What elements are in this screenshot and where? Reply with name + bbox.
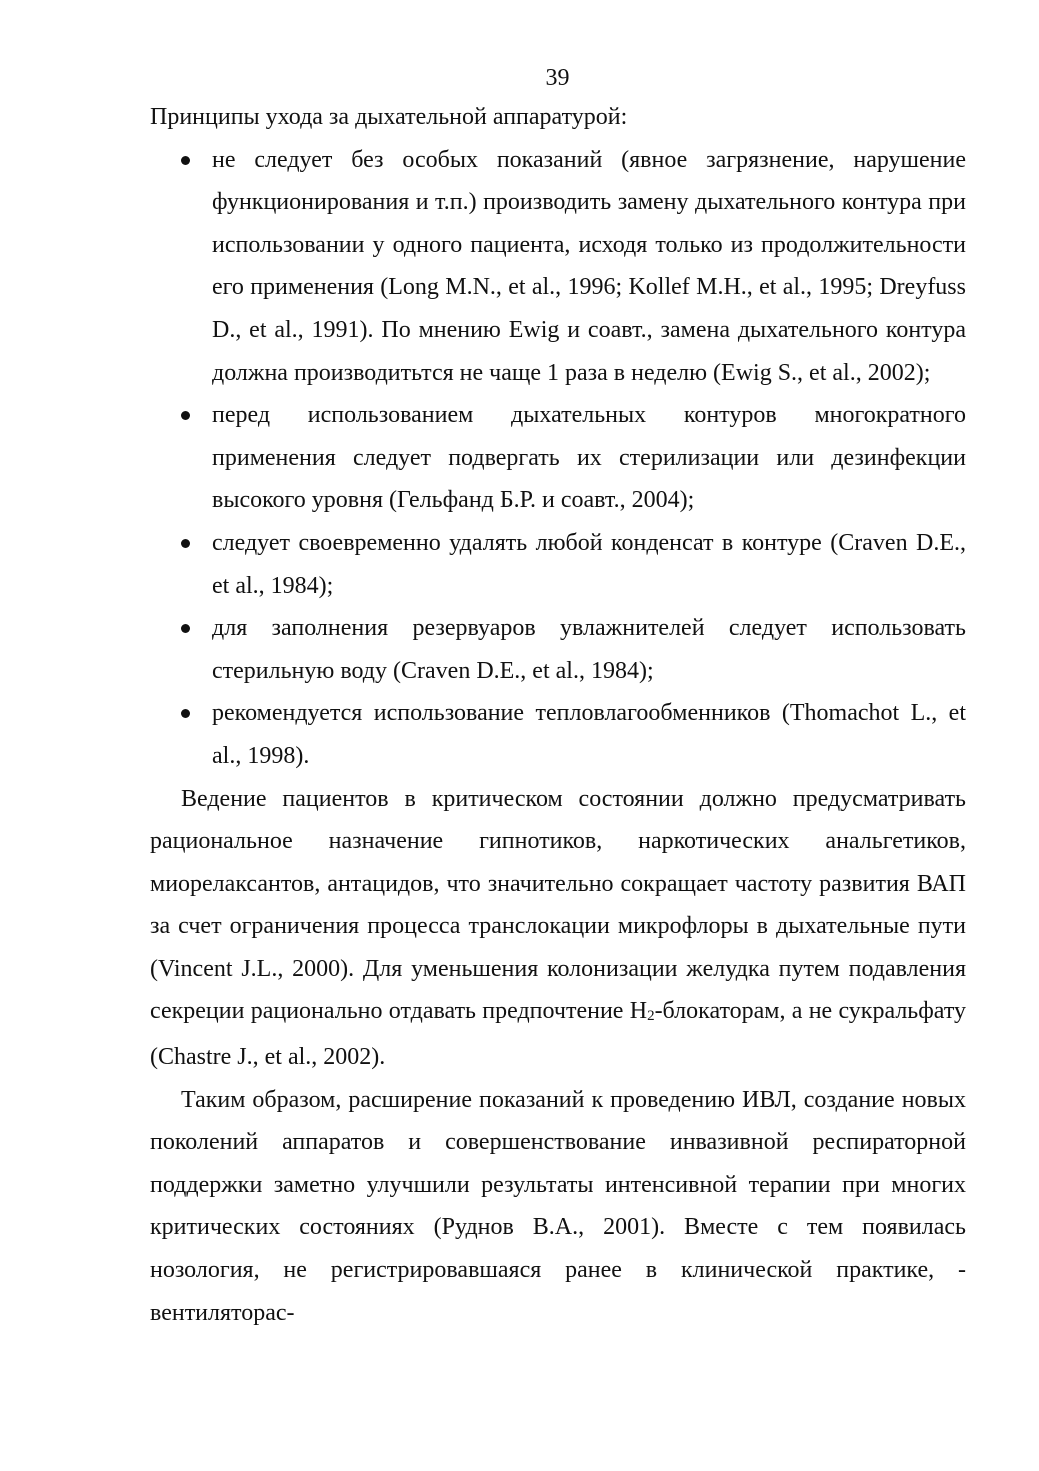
bullet-item: рекомендуется использование тепловлагообменников (Thomachot L., et al., 1998). <box>150 692 966 777</box>
body-text <box>150 96 966 1334</box>
bullet-item: для заполнения резервуаров увлажнителей следует использовать стерильную воду (Craven D.E., et al., 1984); <box>150 607 966 692</box>
paragraph-conclusion: Таким образом, расширение показаний к проведению ИВЛ, создание новых поколений аппаратов и совершенствование инвазивной респираторной поддержки заметно улучшили результаты интенсивной терапии при многих критических состояниях (Руднов В.А., 2001). Вместе с тем появилась нозология, не регистрировавшаяся ранее в клинической практике, - вентиляторас- <box>150 1086 966 1326</box>
page-number: 39 <box>545 65 570 91</box>
paragraph-text: Ведение пациентов в критическом состоянии должно предусматривать рациональное назначение гипнотиков, наркотических анальгетиков, миорелаксантов, антацидов, что значительно сокращает частоту развития ВАП за счет ограничения процесса транслокации микрофлоры в дыхательные пути (Vincent J.L., 2000). Для уменьшения колонизации желудка путем подавления секреции рационально отдавать предпочтение H <box>150 785 966 1025</box>
bullet-item: следует своевременно удалять любой конденсат в контуре (Craven D.E., et al., 1984); <box>150 522 966 607</box>
paragraph-text: -блокаторам, а не сукральфату (Chastre J., et al., 2002). <box>150 998 966 1071</box>
section-heading: Принципы ухода за дыхательной аппаратурой: <box>150 104 628 130</box>
subscript: 2 <box>647 1008 655 1025</box>
bullet-item: не следует без особых показаний (явное загрязнение, нарушение функционирования и т.п.) производить замену дыхательного контура при использовании у одного пациента, исходя только из продолжительности его применения (Long M.N., et al., 1996; Kollef M.H., et al., 1995; Dreyfuss D., et al., 1991). По мнению Ewig и соавт., замена дыхательного контура должна производитьтся не чаще 1 раза в неделю (Ewig S., et al., 2002); <box>150 139 966 395</box>
paragraph-patient-management <box>150 778 966 1079</box>
bullet-list <box>150 139 966 778</box>
bullet-item: перед использованием дыхательных контуров многократного применения следует подвергать их стерилизации или дезинфекции высокого уровня (Гельфанд Б.Р. и соавт., 2004); <box>150 394 966 522</box>
